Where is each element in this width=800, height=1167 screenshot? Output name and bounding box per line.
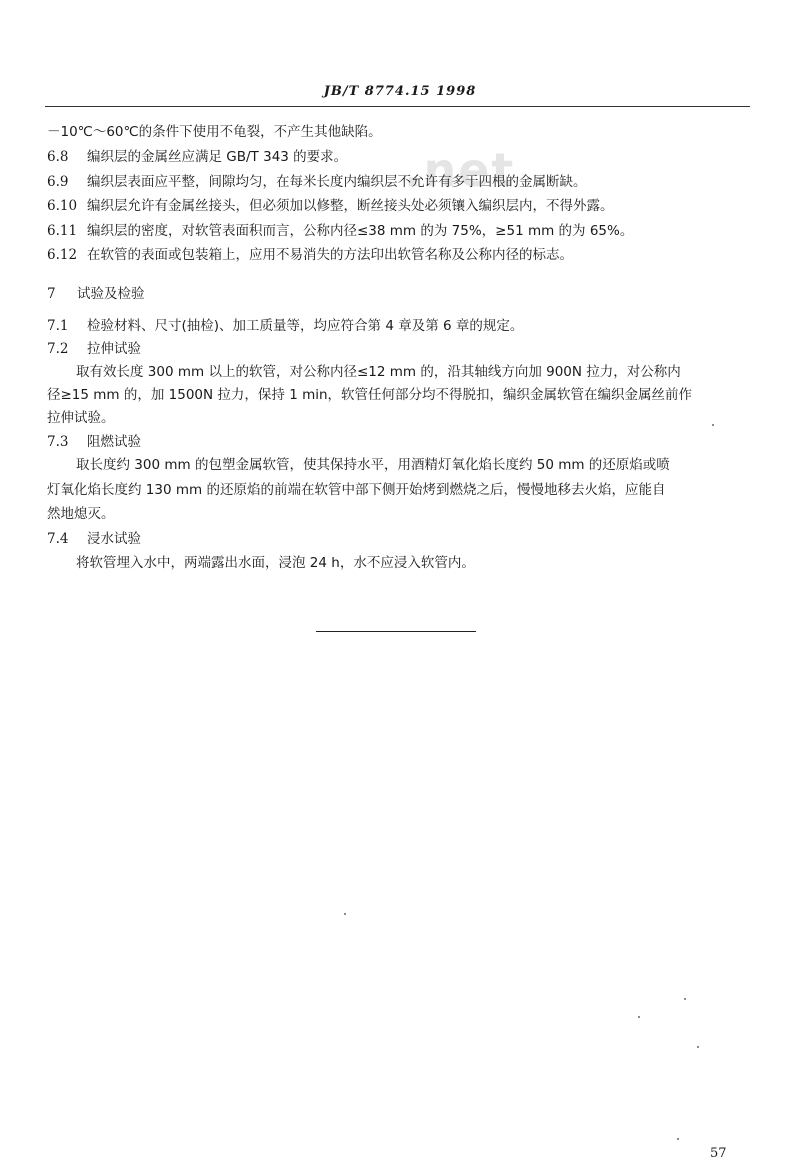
text-line: [47, 408, 115, 428]
scan-speck: [638, 1016, 640, 1018]
scan-speck: [697, 1046, 699, 1048]
clause-text: 编织层允许有金属丝接头，但必须加以修整，断丝接头处必须镶入编织层内，不得外露。: [87, 198, 614, 214]
clause-number: 6.10: [47, 198, 78, 214]
text-line: [76, 362, 681, 382]
clause-text: 编织层的金属丝应满足 GB/T 343 的要求。: [87, 149, 348, 165]
clause-6-10: [47, 196, 614, 216]
scan-speck: [344, 913, 346, 915]
clause-6-11: [47, 221, 633, 241]
page-number: 57: [710, 1146, 727, 1161]
clause-title: 拉伸试验: [87, 341, 141, 357]
text-line: [47, 504, 115, 524]
line-text: 拉伸试验。: [47, 410, 115, 426]
watermark: .net: [404, 143, 516, 197]
line-text: 取有效长度 300 mm 以上的软管，对公称内径≤12 mm 的，沿其轴线方向加 900N 拉力，对公称内: [76, 364, 681, 380]
section-7-heading: [47, 284, 145, 304]
line-text: 径≥15 mm 的，加 1500N 拉力，保持 1 min，软管任何部分均不得脱扣，编织金属软管在编织金属丝前作: [47, 387, 693, 403]
end-rule: [316, 631, 476, 632]
clause-number: 6.9: [47, 174, 69, 190]
text-line: [76, 455, 670, 475]
line-text: 灯氧化焰长度约 130 mm 的还原焰的前端在软管中部下侧开始烤到燃烧之后，慢慢地移去火焰，应能自: [47, 482, 666, 498]
clause-text: 编织层表面应平整，间隙均匀，在每米长度内编织层不允许有多于四根的金属断缺。: [87, 174, 587, 190]
clause-number: 6.12: [47, 247, 78, 263]
clause-number: 7.4: [47, 531, 69, 547]
clause-title: 浸水试验: [87, 531, 141, 547]
clause-7-2-heading: [47, 339, 141, 359]
clause-6-9: [47, 172, 587, 192]
line-text: 然地熄灭。: [47, 506, 115, 522]
scan-speck: [684, 998, 686, 1000]
clause-6-8: [47, 147, 347, 167]
section-title: 试验及检验: [77, 286, 145, 302]
clause-6-12: [47, 245, 573, 265]
clause-title: 阻燃试验: [87, 434, 141, 450]
scan-speck: [712, 424, 714, 426]
clause-number: 7.2: [47, 341, 69, 357]
line-text: 将软管埋入水中，两端露出水面，浸泡 24 h，水不应浸入软管内。: [76, 555, 475, 571]
clause-7-3-heading: [47, 432, 141, 452]
clause-text: 编织层的密度，对软管表面积而言，公称内径≤38 mm 的为 75%，≥51 mm 的为 65%。: [87, 223, 634, 239]
text-line: [47, 122, 382, 142]
text-line: [76, 553, 475, 573]
scan-speck: [677, 1138, 679, 1140]
line-text: －10℃～60℃的条件下使用不龟裂，不产生其他缺陷。: [47, 124, 382, 140]
section-number: 7: [47, 286, 56, 302]
clause-number: 6.11: [47, 223, 78, 239]
clause-7-1: [47, 316, 523, 336]
text-line: [47, 480, 665, 500]
clause-number: 7.1: [47, 318, 69, 334]
header-rule: [45, 106, 750, 107]
clause-number: 6.8: [47, 149, 69, 165]
line-text: 取长度约 300 mm 的包塑金属软管，使其保持水平，用酒精灯氧化焰长度约 50 mm 的还原焰或喷: [76, 457, 670, 473]
clause-text: 在软管的表面或包装箱上，应用不易消失的方法印出软管名称及公称内径的标志。: [87, 247, 573, 263]
clause-7-4-heading: [47, 529, 141, 549]
clause-text: 检验材料、尺寸(抽检)、加工质量等，均应符合第 4 章及第 6 章的规定。: [87, 318, 524, 334]
document-header: JB/T 8774.15 1998: [323, 84, 477, 99]
text-line: [47, 385, 692, 405]
clause-number: 7.3: [47, 434, 69, 450]
